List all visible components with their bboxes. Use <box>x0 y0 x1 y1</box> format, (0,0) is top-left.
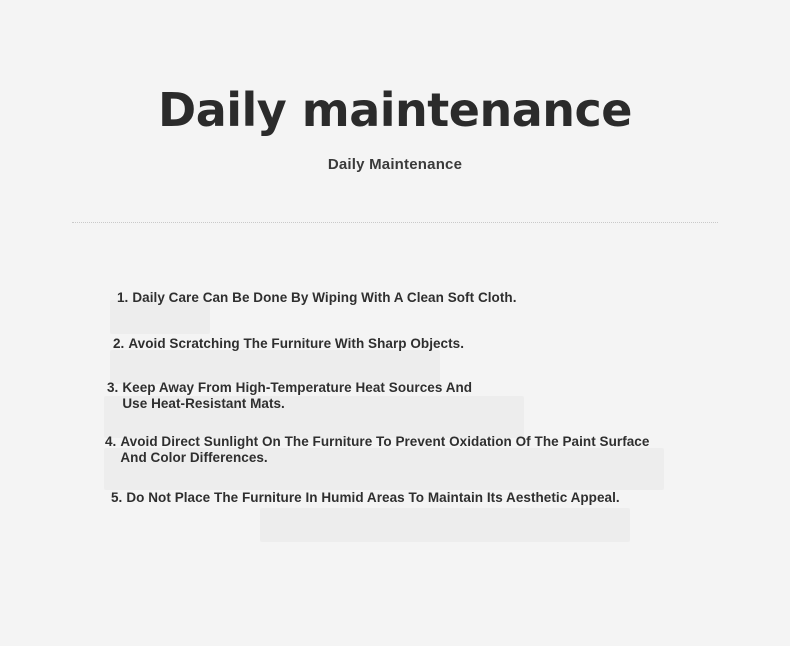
page-subtitle: Daily Maintenance <box>327 156 463 174</box>
list-item-number: 5. <box>111 489 123 505</box>
list-item-number: 4. <box>105 433 117 449</box>
page-header <box>0 0 790 173</box>
list-item <box>117 290 695 306</box>
list-item-text: Do Not Place The Furniture In Humid Areas To Maintain Its Aesthetic Appeal. <box>126 489 620 505</box>
list-item <box>113 336 695 352</box>
page-title: Daily maintenance <box>158 83 632 137</box>
list-item-number: 1. <box>117 290 129 305</box>
list-item <box>105 434 695 466</box>
list-item-text: Keep Away From High-Temperature Heat Sources And Use Heat-Resistant Mats. <box>122 379 473 411</box>
list-item-text: Avoid Direct Sunlight On The Furniture To Prevent Oxidation Of The Paint Surface And Color Differences. <box>120 433 650 465</box>
list-item-number: 3. <box>107 379 119 395</box>
maintenance-instruction-list <box>0 290 790 505</box>
list-item-number: 2. <box>113 335 125 351</box>
dotted-divider <box>72 222 718 224</box>
list-item-text: Daily Care Can Be Done By Wiping With A Clean Soft Cloth. <box>132 290 517 305</box>
list-item <box>111 490 695 506</box>
list-item <box>107 380 695 412</box>
background-panel <box>260 508 630 542</box>
list-item-text: Avoid Scratching The Furniture With Sharp Objects. <box>128 335 465 351</box>
